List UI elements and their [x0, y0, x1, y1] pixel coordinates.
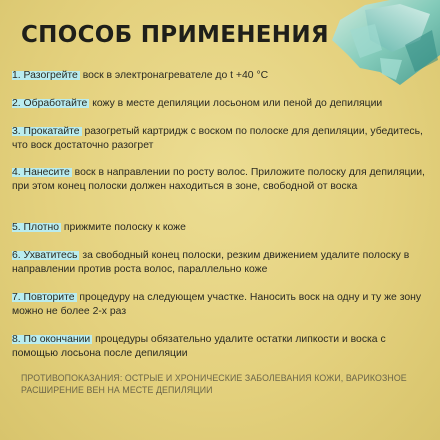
- list-item: [12, 166, 432, 193]
- contraindications-note: ПРОТИВОПОКАЗАНИЯ: ОСТРЫЕ И ХРОНИЧЕСКИЕ ЗАБОЛЕВАНИЯ КОЖИ, ВАРИКОЗНОЕ РАСШИРЕНИЕ ВЕН НА МЕСТЕ ДЕПИЛЯЦИИ: [21, 373, 407, 395]
- step-number: 8.: [12, 334, 21, 345]
- list-item: [12, 69, 432, 83]
- step-text: процедуры обязательно удалите остатки липкости и воска с помощью лосьона после депиляции: [12, 334, 386, 359]
- step-highlight-text: Повторите: [20, 292, 75, 303]
- step-number: 2.: [12, 98, 21, 109]
- step-number: 5.: [12, 222, 21, 233]
- step-text: воск в направлении по росту волос. Приложите полоску для депиляции, при этом конец полоски должен находиться в зоне, свободной от воска: [12, 167, 425, 192]
- step-text: разогретый картридж с воском по полоске для депиляции, убедитесь, что воск достаточно разогрет: [12, 126, 423, 151]
- step-text: прижмите полоску к коже: [61, 222, 186, 233]
- step-highlight-text: Прокатайте: [20, 126, 80, 137]
- step-text: воск в электронагревателе до t +40 °C: [79, 70, 269, 81]
- list-item: [12, 249, 432, 276]
- step-number: 4.: [12, 167, 21, 178]
- step-number: 3.: [12, 126, 21, 137]
- step-highlight-text: Плотно: [20, 222, 60, 233]
- step-number: 6.: [12, 250, 21, 261]
- step-number: 7.: [12, 292, 21, 303]
- list-item: [12, 97, 432, 111]
- step-highlight-text: По окончании: [20, 334, 91, 345]
- list-item: [12, 333, 432, 360]
- step-number: 1.: [12, 70, 21, 81]
- step-highlight-text: Обработайте: [20, 98, 88, 109]
- step-highlight-text: Нанесите: [20, 167, 70, 178]
- step-text: кожу в месте депиляции лосьоном или пеной до депиляции: [89, 98, 383, 109]
- step-highlight-text: Разогрейте: [20, 70, 78, 81]
- list-item: [12, 291, 432, 318]
- step-text: процедуру на следующем участке. Наносить воск на одну и ту же зону можно не более 2-х раз: [12, 292, 422, 317]
- list-item: [12, 125, 432, 152]
- step-highlight-text: Ухватитесь: [20, 250, 78, 261]
- list-item: [12, 221, 432, 235]
- page-title: СПОСОБ ПРИМЕНЕНИЯ: [21, 22, 329, 48]
- step-text: за свободный конец полоски, резким движением удалите полоску в направлении против роста волос, параллельно коже: [12, 250, 410, 275]
